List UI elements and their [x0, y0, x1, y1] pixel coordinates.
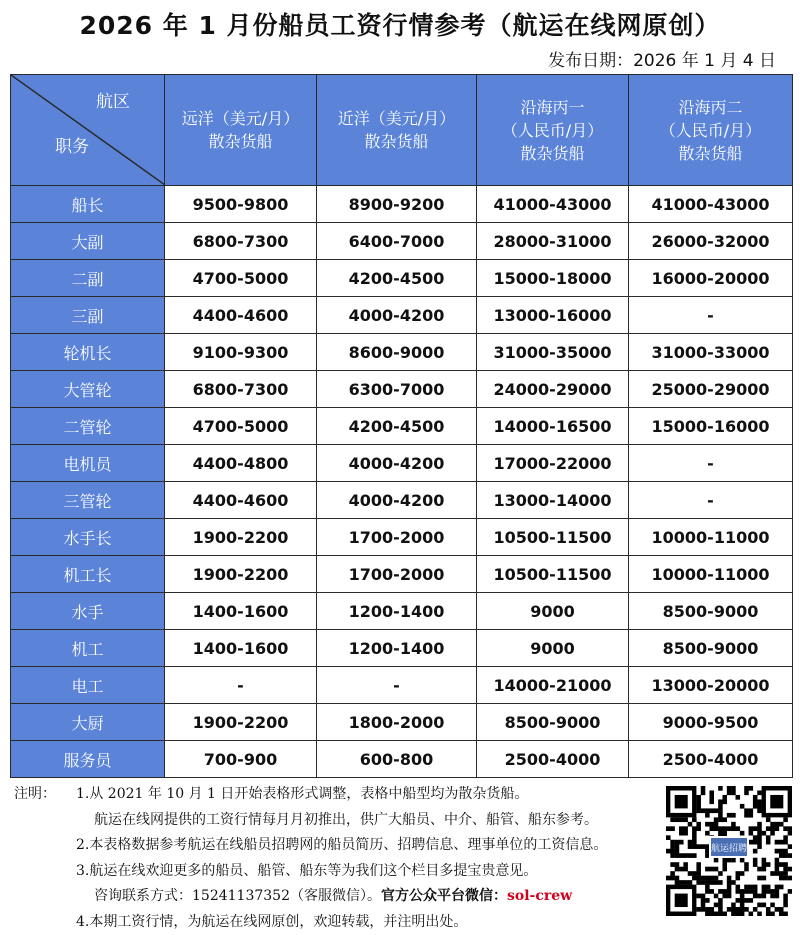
diagonal-divider — [11, 75, 165, 185]
salary-cell: 25000-29000 — [629, 371, 793, 408]
salary-cell: 8600-9000 — [317, 334, 477, 371]
qr-center-text: 航运招聘 — [711, 842, 747, 854]
salary-cell: 4400-4600 — [165, 297, 317, 334]
salary-cell: - — [629, 482, 793, 519]
salary-cell: 9500-9800 — [165, 186, 317, 223]
salary-cell: 1400-1600 — [165, 630, 317, 667]
salary-cell: 4400-4600 — [165, 482, 317, 519]
table-row — [11, 482, 793, 519]
table-row — [11, 741, 793, 778]
wechat-id: sol-crew — [507, 888, 572, 904]
salary-cell: 1800-2000 — [317, 704, 477, 741]
notes-section — [14, 782, 654, 935]
note-4: 4.本期工资行情，为航运在线网原创，欢迎转载，并注明出处。 — [14, 910, 654, 935]
note-1: 1.从 2021 年 10 月 1 日开始表格形式调整，表格中船型均为散杂货船。 — [76, 786, 528, 802]
position-cell: 大管轮 — [11, 371, 165, 408]
salary-cell: 9100-9300 — [165, 334, 317, 371]
notes-label: 注明： — [14, 782, 76, 808]
table-row — [11, 334, 793, 371]
salary-cell: 1400-1600 — [165, 593, 317, 630]
wechat-label: 官方公众平台微信： — [381, 888, 507, 904]
position-cell: 服务员 — [11, 741, 165, 778]
table-header-row — [11, 75, 793, 186]
position-cell: 电工 — [11, 667, 165, 704]
salary-cell: 15000-16000 — [629, 408, 793, 445]
salary-cell: 10500-11500 — [477, 556, 629, 593]
salary-cell: 16000-20000 — [629, 260, 793, 297]
salary-cell: 2500-4000 — [477, 741, 629, 778]
contact-info: 咨询联系方式：15241137352（客服微信）。 — [94, 888, 381, 904]
salary-cell: 9000-9500 — [629, 704, 793, 741]
table-row — [11, 704, 793, 741]
salary-cell: 31000-33000 — [629, 334, 793, 371]
table-row — [11, 371, 793, 408]
position-cell: 轮机长 — [11, 334, 165, 371]
salary-cell: 9000 — [477, 630, 629, 667]
salary-cell: 1900-2200 — [165, 704, 317, 741]
salary-cell: 1700-2000 — [317, 519, 477, 556]
salary-cell: 4200-4500 — [317, 260, 477, 297]
qr-code-icon — [666, 786, 792, 916]
salary-cell: 600-800 — [317, 741, 477, 778]
salary-cell: - — [629, 297, 793, 334]
salary-cell: 41000-43000 — [629, 186, 793, 223]
salary-cell: 41000-43000 — [477, 186, 629, 223]
table-row — [11, 223, 793, 260]
salary-cell: 1900-2200 — [165, 556, 317, 593]
table-row — [11, 408, 793, 445]
position-cell: 大厨 — [11, 704, 165, 741]
column-header: 沿海丙一 （人民币/月） 散杂货船 — [477, 75, 629, 186]
salary-cell: 10000-11000 — [629, 556, 793, 593]
salary-cell: 14000-21000 — [477, 667, 629, 704]
page-title: 2026 年 1 月份船员工资行情参考（航运在线网原创） — [0, 6, 800, 42]
salary-cell: 9000 — [477, 593, 629, 630]
qr-code — [666, 786, 792, 916]
position-cell: 二副 — [11, 260, 165, 297]
salary-cell: - — [165, 667, 317, 704]
table-row — [11, 519, 793, 556]
salary-cell: 1700-2000 — [317, 556, 477, 593]
salary-cell: 8900-9200 — [317, 186, 477, 223]
salary-cell: 8500-9000 — [629, 593, 793, 630]
position-cell: 船长 — [11, 186, 165, 223]
salary-cell: 1200-1400 — [317, 593, 477, 630]
note-3: 3.航运在线欢迎更多的船员、船管、船东等为我们这个栏目多提宝贵意见。 — [14, 859, 654, 885]
position-cell: 电机员 — [11, 445, 165, 482]
salary-cell: 4200-4500 — [317, 408, 477, 445]
salary-cell: 13000-20000 — [629, 667, 793, 704]
position-cell: 机工长 — [11, 556, 165, 593]
position-cell: 二管轮 — [11, 408, 165, 445]
salary-cell: 28000-31000 — [477, 223, 629, 260]
salary-cell: 6800-7300 — [165, 223, 317, 260]
position-cell: 三副 — [11, 297, 165, 334]
table-row — [11, 297, 793, 334]
salary-cell: 4400-4800 — [165, 445, 317, 482]
salary-cell: 4000-4200 — [317, 297, 477, 334]
salary-cell: - — [629, 445, 793, 482]
position-cell: 大副 — [11, 223, 165, 260]
salary-cell: 10500-11500 — [477, 519, 629, 556]
position-cell: 三管轮 — [11, 482, 165, 519]
salary-cell: 10000-11000 — [629, 519, 793, 556]
table-row — [11, 593, 793, 630]
salary-cell: 13000-14000 — [477, 482, 629, 519]
salary-cell: 14000-16500 — [477, 408, 629, 445]
publish-date: 发布日期：2026 年 1 月 4 日 — [548, 46, 776, 71]
salary-cell: 17000-22000 — [477, 445, 629, 482]
salary-cell: 6800-7300 — [165, 371, 317, 408]
table-row — [11, 186, 793, 223]
note-1b: 航运在线网提供的工资行情每月月初推出，供广大船员、中介、船管、船东参考。 — [14, 808, 654, 834]
salary-cell: 4000-4200 — [317, 445, 477, 482]
salary-cell: 4700-5000 — [165, 408, 317, 445]
salary-cell: 24000-29000 — [477, 371, 629, 408]
salary-cell: 26000-32000 — [629, 223, 793, 260]
salary-cell: 6300-7000 — [317, 371, 477, 408]
position-cell: 水手 — [11, 593, 165, 630]
salary-cell: 6400-7000 — [317, 223, 477, 260]
table-row — [11, 667, 793, 704]
salary-cell: 13000-16000 — [477, 297, 629, 334]
salary-cell: 31000-35000 — [477, 334, 629, 371]
position-cell: 水手长 — [11, 519, 165, 556]
corner-label-position: 职务 — [55, 132, 89, 157]
table-row — [11, 556, 793, 593]
column-header: 沿海丙二 （人民币/月） 散杂货船 — [629, 75, 793, 186]
salary-cell: 8500-9000 — [629, 630, 793, 667]
corner-label-region: 航区 — [96, 87, 130, 112]
salary-cell: 1200-1400 — [317, 630, 477, 667]
salary-cell: 8500-9000 — [477, 704, 629, 741]
salary-table-body — [11, 186, 793, 778]
salary-table — [10, 74, 793, 778]
salary-cell: 1900-2200 — [165, 519, 317, 556]
salary-cell: 2500-4000 — [629, 741, 793, 778]
salary-cell: 15000-18000 — [477, 260, 629, 297]
column-header: 近洋（美元/月） 散杂货船 — [317, 75, 477, 186]
salary-cell: - — [317, 667, 477, 704]
salary-cell: 4000-4200 — [317, 482, 477, 519]
header-corner-cell — [11, 75, 165, 186]
table-row — [11, 445, 793, 482]
table-row — [11, 260, 793, 297]
salary-cell: 700-900 — [165, 741, 317, 778]
position-cell: 机工 — [11, 630, 165, 667]
table-row — [11, 630, 793, 667]
column-header: 远洋（美元/月） 散杂货船 — [165, 75, 317, 186]
note-2: 2.本表格数据参考航运在线船员招聘网的船员简历、招聘信息、理事单位的工资信息。 — [14, 833, 654, 859]
salary-cell: 4700-5000 — [165, 260, 317, 297]
